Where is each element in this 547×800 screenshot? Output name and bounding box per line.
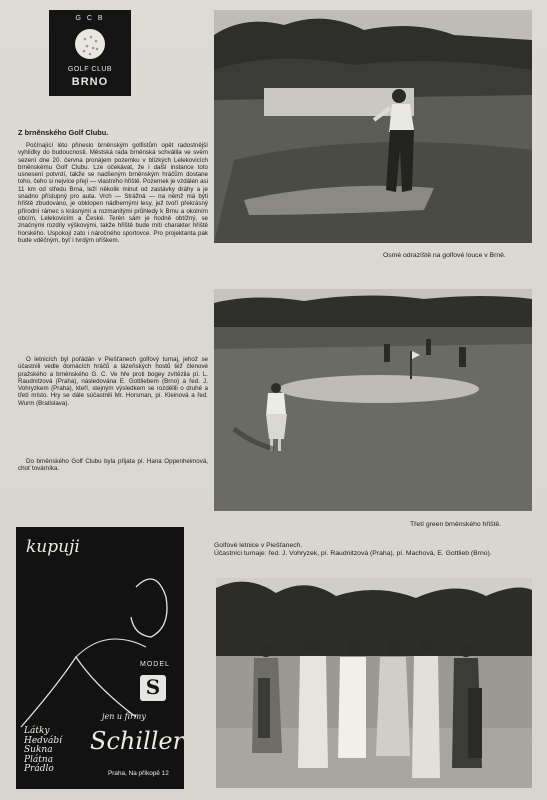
golf-ball-emblem-icon: [72, 18, 108, 66]
logo-monogram: G C B: [75, 15, 105, 22]
ad-headline: kupuji: [26, 537, 80, 557]
article-paragraph-2: O letnicích byl pořádán v Piešťanech golfový turnaj, jehož se účastnili vedle domácích hráčů a lázeňských hostů též členové pražského a brněnského G. C. Ve hře proti bogey zvítězila pí. L. Raudnitzová (Praha), následována E. Gottliebem (Brno) a řed. J. Vohryzkem (Praha), kteří, stejným výsledkem se rozdělili o druhé a třetí místo. Hry se dále súčastnili Mr. Horsman, pí. Kleinová a řed. Wurm (Bratislava).: [18, 356, 208, 407]
golf-club-logo: [49, 10, 131, 96]
ad-line1: jen u firmy: [102, 712, 146, 721]
ad-badge: S: [145, 675, 161, 699]
ad-item: Látky: [24, 726, 50, 736]
photo-golfer-tee: [214, 10, 532, 243]
logo-line2: BRNO: [71, 76, 109, 88]
photo-3-caption: Golfové letnice v Piešťanech. Účastníci turnaje: řed. J. Vohryzek, pí. Raudnitzová (Praha), pí. Machová, E. Gottlieb (Brno).: [214, 542, 492, 557]
ad-item-list: [24, 727, 62, 775]
ad-brand: Schiller: [90, 727, 184, 755]
ad-item: Hedvábí: [24, 735, 63, 746]
ad-model-tag: MODEL: [140, 661, 170, 668]
ad-item: Plátna: [24, 754, 54, 765]
article-paragraph-3: Do brněnského Golf Clubu byla přijata pí. Hana Oppenheimová, choť továrníka.: [18, 458, 208, 473]
photo-1-caption: Osmé odrazíště na golfové louce v Brně.: [383, 252, 506, 259]
logo-line1: GOLF CLUB: [67, 66, 113, 73]
ad-item: Prádlo: [24, 764, 54, 774]
photo-2-caption: Třetí green brněnského hřiště.: [410, 521, 502, 528]
ad-item: Sukna: [24, 745, 53, 755]
photo-green: [214, 289, 532, 511]
article-paragraph-1: Počínající léto přineslo brněnským golfistům opět radostnější vyhlídky do budoucnosti. Městská rada brněnská schválila ve svém sezení dne 20. června pronájem pozemku v blízkých Lelekovicích brněnskému Golf Clubu. Lze očekávat, že i další instance toto usnesení potvrdí, takže se nadšeným brněnským hráčům dostane toho, čeho si nejvíce přejí — vlastního hřiště. Pozemek je vzdálen asi 11 km od středu Brna, leží několik minut od zastávky dráhy a je snadno přístupný pro auta. Vrch — Strážná — na němž má býti hřiště zbudováno, je obklopen nádhernými lesy, jež tvoří překrásný přírodní rámec s krásnými a rozmanitými průhledy k Brnu a okolním obcím, Lelekovicím a České. Terén sám je hodně obtížný, se značnými rozdíly výškovými, takže hřiště bude míti charakter hřiště horského. Uspokojí zato i náročného sportovce. Pro projektanta pak bude vděčným, byť i tvrdým oříškem.: [18, 142, 208, 244]
schiller-advertisement: [16, 527, 184, 789]
photo-group: [216, 578, 532, 788]
ad-address: Praha, Na příkopě 12: [108, 770, 169, 777]
article-heading: Z brněnského Golf Clubu.: [18, 128, 109, 137]
